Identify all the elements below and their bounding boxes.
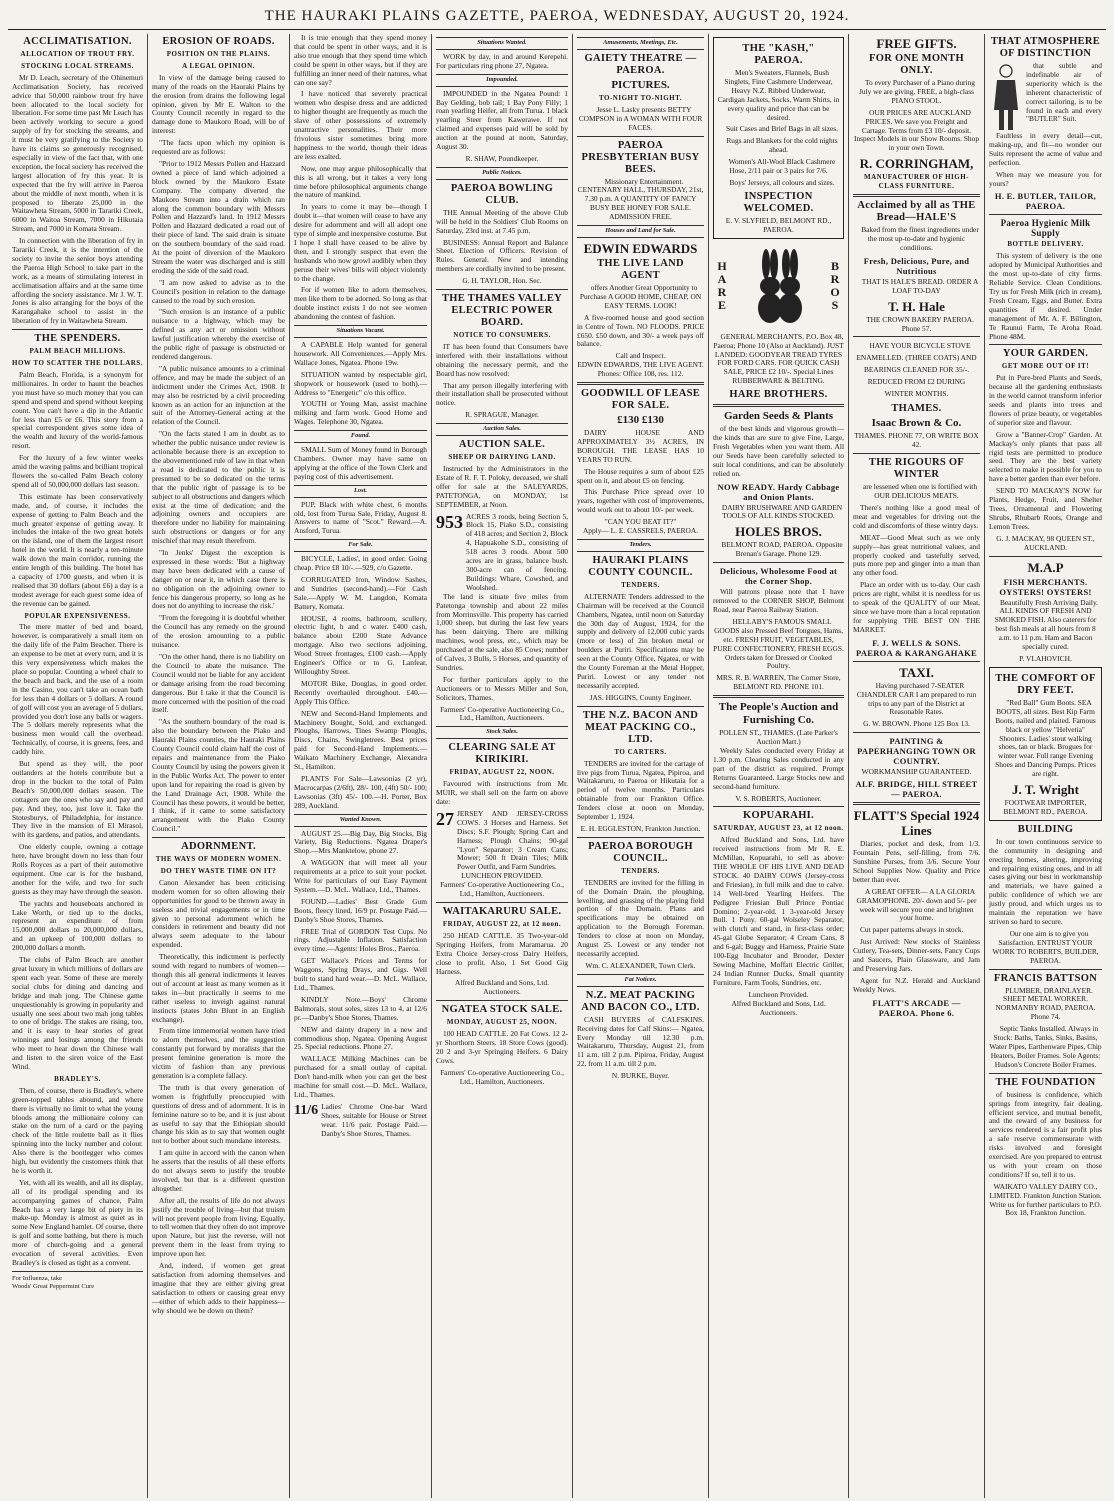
headline: BUILDING	[1017, 823, 1074, 835]
signature: G. J. MACKAY, 98 QUEEN ST., AUCKLAND.	[996, 533, 1095, 552]
section-label: Lost.	[294, 485, 427, 498]
acreage-number: 953	[436, 511, 463, 532]
paragraph: "The facts upon which my opinion is requested are as follows:	[152, 138, 285, 157]
notice: Missionary Entertainment. CENTENARY HALL, THURSDAY, 21st, 7.30 p.m. A QUANTITY OF FANCY BUSY BEE HONEY FOR SALE. ADMISSION FREE.	[577, 176, 704, 222]
paragraph: After all, the results of life do not always justify the trouble of living—but that truism will not prevent people from living. Equally, to tell women that they often do not improve upon Nature, but just the reverse, will not prevent them in the least from trying to improve upon her.	[152, 1195, 285, 1259]
headline: Garden Seeds & Plants	[723, 410, 834, 423]
signature: JAS. HIGGINS, County Engineer.	[589, 692, 692, 702]
classified-ad: KINDLY Note.—Boys' Chrome Balmorals, stout soles, sizes 13 to 4, at 12/6 pr.—Danby's Shoe Stores, Thames.	[294, 994, 427, 1022]
subhead: POPULAR EXPENSIVENESS.	[24, 611, 131, 620]
notice: BUSINESS: Annual Report and Balance Sheet. Election of Officers. Revision of Rules. General. New and intending members are cordially invited to be present.	[436, 237, 568, 274]
paragraph: "In Jenks' Digest the exception is expressed in these words: 'But a highway may have been dedicated with a cause of danger on or near it, in which case there is no obligation on the adjoining owner to fence his dangerous property, so long as he does not do anything to increase the risk.'	[152, 548, 285, 611]
classified-ad: IMPOUNDED in the Ngatea Pound: 1 Bay Gelding, bob tail; 1 Bay Pony Filly; 1 roan yearling Heifer, all from Turua. 1 black yearling Steer from Kawerawe. If not claimed and expenses paid will be sold by auction at the pound at noon, Saturday, August 30.	[436, 88, 568, 152]
divider	[577, 382, 704, 385]
subhead: NOW READY. Hardy Cabbage and Onion Plants.	[717, 481, 840, 502]
ad-text: Just Arrived: New stocks of Stainless Cutlery, Tea-sets, Dinner-sets, Fancy Cups and Saucers, Plain Glassware, and Jam and Preserving Jars.	[853, 937, 980, 973]
signature: FOOTWEAR IMPORTER, BELMONT RD., PAEROA.	[1003, 798, 1088, 816]
headline: GOODWILL OF LEASE FOR SALE.	[580, 388, 701, 412]
subhead: FRIDAY, AUGUST 22, NOON.	[449, 768, 555, 777]
notice: CASH BUYERS of CALFSKINS. Receiving dates for Calf Skins:— Ngatea, Every Monday till 12.30 p.m. Waitakaruru, Thursday, August 21, from 11 a.m. till 2 p.m. Pipiroa, Friday, August 22, from 11 a.m. till 2 p.m.	[577, 1014, 704, 1069]
paragraph: Palm Beach, Florida, is a synonym for millionaires. In order to haunt the beaches you must have so much money that you can spend and spend and spend without keeping count. You can't have a dip in the Atlantic for less than £5 or £6. This story from a special correspondent gives some idea of the wealth and luxury of the world-famous resort.	[12, 370, 143, 451]
subhead: HOW TO SCATTER THE DOLLARS.	[12, 359, 143, 368]
paragraph: One elderly couple, owning a cottage here, have brought down no less than four Rolls Royces as a part of their automotive equipment. One car is for the husband, another for the wife, and two for such guests as they may have through the season.	[12, 842, 143, 896]
notice: ACRES 3 roods, being Section 5, Block 15, Piako S.D., consisting of 418 acres; and Section 2, Block 4, Hapuakohe S.D., consisting of 518 acres 3 roods. About 500 acres are in grass, balance bush. 300-acre can of fencing. Buildings: Whare, Cowshed, and Woolshed.	[466, 511, 568, 592]
signature: E. H. EGGLESTON, Frankton Junction.	[580, 823, 701, 833]
ad-text: Cut paper patterns always in stock.	[860, 925, 964, 935]
headline: KOPUARAHI.	[743, 810, 814, 822]
cow-count: 27	[436, 808, 454, 829]
signature: Farmers' Co-operative Auctioneering Co., Ltd., Hamilton, Auctioneers.	[440, 880, 564, 899]
section-label: Fat Notices.	[577, 974, 704, 987]
paragraph: "As the southern boundary of the road is also the boundary between the Piako and Hauraki Plains counties, the Hauraki Plains County Council could claim half the cost of repairs and maintenance from the Piako County Council by using the powers given it in the Public Works Act. The power to enter upon land for repairing the road is given by the Land Drainage Act, 1908. While the Council has these powers, it would be better, I think, if it came to some satisfactory arrangement with the Piako County Council."	[152, 717, 285, 834]
headline-adornment: ADORNMENT.	[181, 841, 256, 853]
divider	[713, 404, 844, 407]
ad-text: GENERAL MERCHANTS. P.O. Box 48, Paeroa; Phone 10 (Also at Auckland). JUST LANDED: GOODYEAR TREAD TYRES FOR FORD CARS. FOR QUICK CASH SALE, PRICE £2 10/-. Special Lines RUBBERWARE & BELTING.	[713, 331, 844, 386]
notice: This Purchase Price spread over 10 years, together with cost of improvements, would work out to about 10/- per week.	[577, 487, 704, 515]
paragraph: "On the other hand, there is no liability on the Council to abate the nuisance. The Council would not be liable for any accident or damage arising from the road becoming dangerous. But I take it that the Council is more concerned with the position of the road itself.	[152, 652, 285, 715]
classified-ad: FOUND.—Ladies' Best Grade Gum Boots, fleecy lined, 16/9 pr. Postage Paid.—Danby's Shoe Stores, Thames.	[294, 896, 427, 924]
signature: Wm. C. ALEXANDER, Town Clerk.	[585, 960, 696, 970]
footer-ad-line: For Influenza, take	[12, 1274, 62, 1282]
subhead: NOTICE TO CONSUMERS.	[453, 331, 551, 340]
classified-ad: BICYCLE, Ladies', in good order. Going cheap. Price £8 10/-.—929, c/o Gazette.	[294, 554, 427, 573]
subhead: THE WAYS OF MODERN WOMEN.	[155, 855, 282, 864]
headline: The People's Auction and Furnishing Co.	[718, 701, 839, 727]
divider	[989, 556, 1102, 557]
ad-text: HELLABY'S FAMOUS SMALL GOODS also Pressed Beef Tongues, Hams, etc. FRESH FRUIT, VEGETABLES, PURE CONFECTIONERY, FRESH EGGS. Orders taken for Dressed or Cooked Poultry.	[713, 616, 844, 671]
ad-text: that subtle and indefinable air of superiority which is the inherent characteristic of correct tailoring, is to be found in each and every "BUTLER" Suit.	[1026, 61, 1102, 124]
paragraph: The truth is that every generation of women is frightfully preoccupied with questions of dress and of adornment. It is in feminine nature so to be, and it is just about as useful to say that the Ethiopian should change his skin as to say that women ought not to bother about such mundane interests.	[152, 1082, 285, 1146]
ad-text: DAIRY BRUSHWARE AND GARDEN TOOLS OF ALL KINDS STOCKED.	[721, 502, 843, 521]
divider	[989, 214, 1102, 215]
subhead: TENDERS.	[621, 580, 660, 589]
signature: G. H. TAYLOR, Hon. Sec.	[462, 276, 542, 286]
signature: P. VLAHOVICH.	[1019, 653, 1072, 663]
classified-ad: YOUTH or Young Man, assist machine milking and farm work. Good Home and Wages. Telephone 30, Ngatea.	[294, 399, 427, 427]
paragraph: But spend as they will, the poor outlanders at the hotels contribute but a drop in the bucket to the total of Palm Beach's 50,000,000 dollars season. The cottagers are the ones who say and pay and pay. And they, too, just love it. Take the Stotesburys, of Philadelphia, for instance. They live in the mansion of El Mirasol, with its gardens, and patios, and attendants.	[12, 759, 143, 840]
signature: HARE BROTHERS.	[729, 389, 828, 401]
divider	[853, 661, 980, 662]
ad-text: Faultless in every detail—cut, making-up, and fit—no wonder our Suits represent the acme of value and perfection.	[989, 131, 1102, 167]
notice: "CAN YOU BEAT IT?"	[604, 517, 677, 527]
classified-ad: A CAPABLE Help wanted for general housework. All Conveniences.—Apply Mrs. Wallace Jones, Ngatea. Phone 19w.	[294, 340, 427, 367]
subhead: ALLOCATION OF TROUT FRY.	[20, 50, 135, 58]
signature: EDWIN EDWARDS, THE LIVE AGENT. Phones: Office 108, res. 112.	[577, 360, 704, 379]
headline: GAIETY THEATRE — PAEROA.	[584, 52, 697, 76]
ad-text: Weekly Sales conducted every Friday at 1.30 p.m. Clearing Sales conducted in any part of the district as required. Prompt Returns Guaranteed. Large Stocks new and second-hand furniture.	[713, 745, 844, 791]
paragraph: Now, one may argue philosophically that this is all wrong, but it takes a very long time before philosophical arguments change the nature of mankind.	[294, 163, 427, 200]
headline: HAURAKI PLAINS COUNTY COUNCIL.	[588, 554, 693, 578]
headline: Paeroa Hygienic Milk Supply	[1000, 218, 1091, 239]
subhead: FOR ONE MONTH ONLY.	[869, 53, 964, 76]
ad-text: "Red Ball" Gum Boots. SEA BOOTS, all sizes. Best Kip Farm Boots, nailed and plaited. Famous black or yellow "Helvetia" Shooters. Ladies' stout walking shoes, tan or black. Brogues for winter wear. Full range Evening Shoes and Dancing Pumps. Prices are right.	[995, 697, 1096, 779]
headline: WAITAKARURU SALE.	[442, 905, 562, 917]
classified-ad: WORK by day, in and around Kerepehi. For particulars ring phone 27, Ngatea.	[436, 51, 568, 70]
headline: AUCTION SALE.	[458, 439, 546, 451]
section-label: Tenders.	[577, 539, 704, 552]
notice: 250 HEAD CATTLE. 35 Two-year-old Springing Heifers, from Maramarua. 20 Extra Choice Jersey-cross Dairy Heifers, close to profit. Also, 1 Set Good Gig Harness.	[436, 930, 568, 976]
cows-block	[436, 810, 568, 872]
notice: The land is situate five miles from Patetonga township and about 22 miles from Morrinsville. This property has carried 1,000 sheep, but during the last few years has been dairying. There are milking machines, wool press, etc., which may be purchased at the sale, also 85 Cows; number of Calves, 3 Bulls, 5 Horses, and quantity of Sundries.	[436, 591, 568, 672]
headline-spenders: THE SPENDERS.	[34, 333, 121, 345]
ad-text: HAVE YOUR BICYCLE STOVE ENAMELLED. (THREE COATS) AND BEARINGS CLEANED FOR 35/-. REDUCED FROM £2 DURING WINTER MONTHS.	[856, 341, 977, 399]
classified-ad: SITUATION wanted by respectable girl, shopwork or housework (used to both).—Address to "Energetic" c/o this office.	[294, 369, 427, 397]
signature: MRS. R. B. WARREN, The Corner Store, BELMONT RD. PHONE 101.	[716, 673, 841, 692]
ad-text: of the best kinds and vigorous growth—the kinds that are sure to give Fine, Large, Fresh Vegetables when you want them. All our Seeds have been carefully selected to suit local conditions, and can be absolutely relied on.	[713, 424, 844, 478]
column-5	[573, 34, 709, 1498]
ad-text: WORKMANSHIP GUARANTEED.	[861, 767, 972, 777]
notice: IT has been found that Consumers have interfered with their installations without obtaining the necessary permit, and the Board has now resolved:	[436, 341, 568, 378]
section-label: Wanted Known.	[294, 814, 427, 827]
ad-text: To every Purchaser of a Piano during July we are giving, FREE, a high-class PIANO STOOL.	[859, 78, 975, 105]
notice: Luncheon Provided.	[748, 989, 809, 999]
headline: PAINTING & PAPERHANGING TOWN OR COUNTRY.	[857, 736, 976, 767]
headline: M.A.P	[1027, 559, 1064, 575]
tailor-ad	[989, 62, 1102, 132]
hares-illustration	[744, 246, 814, 326]
classified-ad: FREE Trial of GORDON Test Cups. No rings. Adjustable Inflation. Satisfaction every time.—Agents: Holes Bros., Paeroa.	[294, 926, 427, 954]
ad-text: A GREAT OFFER— A LA GLORIA GRAMOPHONE. 20/- down and 5/- per week will secure you one and brighten your home.	[856, 886, 977, 923]
subhead: FRIDAY, AUGUST 22, at 12 noon.	[442, 919, 562, 928]
ad-text: Agent for N.Z. Herald and Auckland Weekly News.	[853, 975, 980, 994]
section-label: Houses and Land for Sale.	[577, 225, 704, 238]
ad-text: Place an order with us to-day. Our cash prices are right, whilst it is needless for us to speak of the QUALITY of our Meat, since we have more than a local reputation for supplying THE BEST ON THE MARKET.	[853, 580, 980, 634]
headline: THAT ATMOSPHERE OF DISTINCTION	[990, 36, 1101, 59]
column-2	[148, 34, 290, 1498]
notice: DAIRY HOUSE AND APPROXIMATELY 3½ ACRES, IN BOROUGH. THE LEASE HAS 10 YEARS TO RUN.	[577, 428, 704, 464]
ad-text: of business is confidence, which springs from integrity, fair dealing, efficient service, and mutual benefit, and the reward of any business for services rendered is a fair profit plus a safe reserve commensurate with risks involved and foresight exercised. Are you prepared to entrust us with your cream on those conditions? If so, tell it to us.	[989, 1089, 1102, 1179]
subhead: TO-NIGHT TO-NIGHT.	[598, 93, 683, 102]
paragraph: Yet, with all its wealth, and all its display, all of its prodigal spending and its accompanying games of chance, Palm Beach has a very large bit of piety in its make-up. Monday is almost as quiet as in some New England hamlet. Of course, there is golf and some bathing, but there is much more of church-going and a general evocation of several activities. Even Bradley's is closed as tight as a convent.	[12, 1177, 143, 1267]
signature: E. V. SLYFIELD, BELMONT RD., PAEROA.	[725, 215, 832, 234]
headline: Isaac Brown & Co.	[871, 417, 962, 430]
paragraph: And, indeed, if women get great satisfaction from adorning themselves and imagine that they are either giving great satisfaction to others or causing great envy—either of which adds to their happiness—why should we be down on them?	[152, 1261, 285, 1315]
section-label: Public Notices.	[436, 167, 568, 180]
subhead: MONDAY, AUGUST 25, NOON.	[446, 1018, 558, 1027]
notice: Instructed by the Administrators in the Estate of R. F. T. Poloky, deceased, we shall offer for sale at the SALEYARDS, PATETONGA, on MONDAY, 1st SEPTEMBER, at Noon.	[436, 464, 568, 509]
signature: Alfred Buckland and Sons, Ltd. Auctioneers.	[454, 978, 549, 997]
paragraph: "On the facts stated I am in doubt as to whether the public nuisance under review is actionable because there is an exception to the abovementioned rule of law in that when a road is dedicated to the public it is presumed to be so dedicated on the terms that the public right of passage is to be subject to all obstructions and dangers which exist at the time of dedication; and the adjoining owners and occupiers are therefore under no liability for maintaining such obstructions or dangers or for any mischief that may result therefrom.	[152, 429, 286, 546]
classified-ad: WALLACE Milking Machines can be purchased for a small outlay of capital. Don't hand-milk when you can get the best machine for small cost.—D. McL. Wallace, Ltd., Thames.	[294, 1054, 427, 1099]
ad-text: There's nothing like a good meal of meat and vegetables for driving out the cold and discomforts of these wintry days.	[853, 503, 980, 530]
column-6	[709, 34, 849, 1498]
paragraph: The yachts and houseboats anchored in Lake Worth, or tied up to the docks, represent an expenditure of from 15,000,000 dollars to 20,000,000 dollars, and an upkeep of 100,000 dollars to 200,000 dollars a month.	[12, 898, 143, 953]
section-label: Found.	[294, 430, 427, 443]
columns	[8, 34, 1106, 1498]
paragraph: "I am now asked to advise as to the Council's position in relation to the damage caused to the road by such erosion.	[152, 277, 285, 305]
classified-ad: AUGUST 25.—Big Day, Big Stocks, Big Variety, Big Reductions. Ngatea Draper's Shop.—Mrs Manktelow, phone 27.	[294, 828, 427, 856]
price-large: 11/6	[294, 1102, 319, 1118]
paragraph: Then, of course, there is Bradley's, where green-topped tables abound, and where there is virtually no limit to what the young bloods among the millionaire colony can stake on the turn of a card or the paying check of the little roulette ball as it flies spinning into the lucky number and colour. Also there is the bootlegger who comes high, but evidently the customers think that he is worth it.	[12, 1085, 143, 1175]
subhead: A LEGAL OPINION.	[182, 61, 255, 70]
ad-text: Put in Pure-bred Plants and Seeds, because all the gardening enthusiasts in the world cannot transform inferior seeds and plants into trees and flowers of prize beauty, or vegetables of superior size and flavour.	[989, 373, 1102, 427]
notice: Call and Inspect.	[615, 351, 666, 361]
subhead: SATURDAY, AUGUST 23, at 12 noon.	[713, 824, 844, 833]
headline: THE COMFORT OF DRY FEET.	[995, 672, 1096, 696]
headline: NGATEA STOCK SALE.	[441, 1004, 563, 1016]
headline: YOUR GARDEN.	[1002, 348, 1089, 360]
section-label: Situations Wanted.	[436, 37, 568, 50]
signature: V. S. ROBERTS, Auctioneer.	[735, 793, 822, 803]
shoe-ad	[294, 1103, 427, 1139]
column-7	[849, 34, 985, 1498]
notice: Jesse L. Lasky presents BETTY COMPSON in A WOMAN WITH FOUR FACES.	[578, 104, 703, 132]
signature: F. J. WELLS & SONS. PAEROA & KARANGAHAKE	[855, 637, 978, 658]
paragraph: In years to come it may be—though I doubt it—that women will cease to have any desire for adornment and will all adopt one type of simple and inexpensive costume. But I hope I shall have ceased to be alive by then, and I strongly suspect that even the husbands who now growl audibly when they peruse their wives' bills will object violently to the change.	[294, 202, 427, 283]
paragraph: For the luxury of a few winter weeks amid the waving palms and brilliant tropical flowers the so-called Palm Beach colony spend all of 50,000,000 dollars last season.	[12, 453, 143, 489]
paragraph: I have noticed that severely practical women who despise dress and are addicted to higher thought are frequently as much the slave of other possessions of extremely unattractive personalities. Their more frivolous sister sometimes bring more happiness to the world, though their ideas are less exalted.	[294, 89, 427, 161]
signature: N. BURKE, Buyer.	[611, 1071, 670, 1081]
classified-ad: HOUSE, 4 rooms, bathroom, scullery, electric light, h and c water. £400 cash, balance about £200 State Advance mortgage. Also two sections adjoining, Wood Street frontages, £100 cash.—Apply Engineer's Office or to G. Lanfear, Willoughby Street.	[294, 613, 427, 676]
notice: THE Annual Meeting of the above Club will be held in the Soldiers' Club Rooms on Saturday, 23rd inst. at 7.45 p.m.	[436, 207, 568, 235]
headline-erosion: EROSION OF ROADS.	[162, 36, 275, 47]
divider	[853, 732, 980, 733]
hare-bros-banner	[713, 242, 844, 330]
headline: THE THAMES VALLEY ELECTRIC POWER BOARD.	[441, 293, 563, 329]
paragraph: "From the foregoing it is doubtful whether the Council has any remedy on the ground of the erosion amounting to a public nuisance.	[152, 613, 285, 650]
divider	[853, 194, 980, 197]
ad-text: THE CROWN BAKERY PAEROA. Phone 57.	[866, 314, 974, 333]
classified-ad: CORRUGATED Iron, Window Sashes, and Sundries (second-hand).—For Cash Sale.—Apply W. M. Langdon, Komata Battery, Komata.	[294, 574, 427, 611]
notice: TENDERS are invited for the filling in of the Domain Drain, the ploughing, levelling, and grassing of the playing field portion of the Domain. Plans and specifications may be obtained on application to the Borough Foreman. Tenders to close at noon on Monday, August 25. Lowest or any tender not necessarily accepted.	[577, 877, 704, 958]
dry-feet-ad	[989, 667, 1102, 821]
gentleman-figure-illustration	[989, 62, 1023, 132]
paragraph: This estimate has been conservatively made, and, of course, it includes the expense of getting to Palm Beach and the much greater expense of getting away. It includes the intake of the two great hotels on the island, one of them the largest resort hotel in the world. It is nearly a ten-minute walk down the main corridor, running the entire length of this building. The hotel has a capacity of 1700 guests, and when it is realised that 30 dollars (about £6) a day is a modest average for each guest some idea of the revenue can be gained.	[12, 491, 143, 608]
ad-text: Having purchased 7-SEATER CHANDLER CAR I am prepared to run trips to any part of the District at Reasonable Rates.	[856, 680, 977, 717]
classified-ad: SMALL Sum of Money found in Borough Chambers. Owner may have same on applying at the office of the Town Clerk and paying cost of this advertisement.	[294, 445, 427, 481]
ad-text: Diaries, pocket and desk, from 1/3. Fountain Pens, self-filling, from 7/6. Sunshine Purses, from 3/6. Secure Your School Supplies Now. Quality and Price better than ever.	[853, 839, 980, 884]
subhead: STOCKING LOCAL STREAMS.	[21, 61, 134, 70]
ad-text: MEAT—Good Meat such as we only supply—has great nutritional values, and properly cooked and tastefully served, puts more pep and ginger into a man than any other food.	[853, 532, 980, 578]
headline: R. CORRINGHAM,	[859, 156, 974, 172]
subhead: DO THEY WASTE TIME ON IT?	[160, 867, 277, 876]
letters-hare: H A R E	[717, 258, 727, 312]
subhead: TENDERS.	[621, 866, 660, 875]
headline: PAEROA BOROUGH COUNCIL.	[588, 840, 693, 864]
classified-ad: NEW and dainty drapery in a new and commodious shop, Ngatea. Opening August 25. Special reductions. Phone 27.	[294, 1024, 427, 1052]
divider	[436, 902, 568, 903]
headline: FRANCIS BATTSON	[993, 972, 1098, 984]
ad-text: BELMONT ROAD, PAEROA. Opposite Brenan's Garage. Phone 129.	[721, 540, 843, 559]
paragraph: "Prior to 1912 Messrs Pollen and Hazzard owned a piece of land which adjoined a block owned by the Maukoro Estate Company. The company diverted the Maukoro Stream into a drain which ran along the common boundary with Messrs Pollen and Hazzard's land. In 1912 Messrs Pollen and Hazzard dedicated a road out of their piece of land. The said drain is situate on the southern boundary of the said road. At the point of diversion of the Maukoro Stream the water was discharged and is still eroding the side of the said road.	[152, 158, 285, 275]
ad-text: Men's Sweaters, Flannels, Bush Singlets, Fine Cashmere Underwear, Heavy N.Z. Ribbed Underwear, Cardigan Jackets, Socks, Warm Shirts, in every quality and price that can be desired.	[717, 68, 840, 122]
paragraph: Mr D. Leach, secretary of the Ohinemuri Acclimatisation Society, has received advice that 50,000 rainbow trout fry have been allocated to the local society for liberation. For some time past Mr Leach has been actively working to secure a good supply of fry for stocking the streams, and it must be very gratifying to the Society to have its claims so generously recognised, especially in view of the fact that, with one exception, the local society has received the largest allocation of fry this year. It is expected that the fry will arrive in Paeroa about the middle of next month, when it is proposed to liberate 25,000 in the Waitawheta Stream, 5000 in Tarariki Creek, 6000 in Waitoa Stream, 7000 in Hikutaia Stream, and 7000 in Komata Stream.	[12, 72, 143, 234]
notice: JERSEY AND JERSEY-CROSS COWS. 3 Horses and Harness. Set Discs; S.F. Plough; Spring Cart and Harness; Plough Chains; 90-gal "Lyon" Separator; 3 Cream Cans; Mower; 500 ft Drain Tiles; Milk Power Outfit, and Farm Sundries.	[457, 808, 568, 872]
paragraph: I am quite in accord with the canon when he asserts that the results of all these efforts do not always seem to justify the trouble involved, but that is a different question altogether.	[152, 1148, 285, 1193]
divider	[713, 806, 844, 807]
paragraph: It is true enough that they spend money that could be spent in other ways, and it is also true enough that they spend time which could be spent in other ways, but if they are fulfilling an inner need of their natures, what can one say?	[294, 34, 427, 87]
headline: THE N.Z. BACON AND MEAT PACKING CO., LTD.	[582, 709, 699, 745]
ad-text: Beautifully Fresh Arriving Daily. ALL KINDS OF FRESH AND SMOKED FISH. Also caterers for best fish meals at all hours from 8 a.m. to 11 p.m. Ham and Bacon specially cured.	[994, 597, 1099, 652]
classified-ad: PLANTS For Sale—Lawsonias (2 yr), Macrocarpas (2/6ft), 28/- 100, (4ft) 50/- 100; Lawsonias (3ft) 45/- 100.—H. Porter, Box 289, Auckland.	[294, 773, 427, 810]
signature: Alfred Buckland and Sons, Ltd. Auctioneers.	[731, 998, 826, 1017]
divider	[577, 837, 704, 838]
subhead: BOTTLE DELIVERY.	[1007, 240, 1084, 249]
divider	[12, 1271, 143, 1272]
paragraph: In connection with the liberation of fry in Tarariki Creek, it is the intention of the society to invite the senior boys attending the Paeroa High School to take part in the work, as a means of stimulating interest in acclimatisation affairs and at the same time affording the society assistance. Mr J. W. T. Jones is also arranging for the boys of the Karangahake school to assist in the liberation of fry in Waitawheta Stream.	[12, 236, 143, 326]
ad-text: POLLEN ST., THAMES. (Late Parker's Auction Mart.)	[719, 728, 838, 747]
section-label: Amusements, Meetings, Etc.	[577, 37, 704, 50]
divider	[989, 1073, 1102, 1074]
ad-text: Our one aim is to give you Satisfaction. ENTRUST YOUR WORK TO ROBERTS, BUILDER, PAEROA.	[992, 928, 1099, 965]
signature: R. SPRAGUE, Manager.	[465, 410, 539, 420]
paragraph: "A public nuisance amounts to a criminal offence, and may be made the subject of an indictment under the Crimes Act, 1908. It may also be restricted by a civil proceeding known as an action for an injunction at the suit of the Attorney-General acting at the relation of the Council.	[152, 363, 285, 427]
section-label: Stock Sales.	[436, 726, 568, 739]
section-label: Auction Sales.	[436, 423, 568, 436]
paragraph: The mere matter of bed and board, however, is comparatively a small item on the daily life of the Palm Beacher. There is an expense to be met at every turn, and it is this very expensiveness which makes the place so popular. Counting a wheel chair to the beach and back, and the use of a room in the Casino, you can't take an ocean bath for less than 4 dollars or 5 dollars. A round of golf will cost you an average of 5 dollars, provided you don't lose any balls or wagers. The 5 dollars merely represents what the business men would call the overhead. Technically, of course, it is greens, fees, and caddy hire.	[12, 622, 143, 757]
subhead: TO CARTERS.	[614, 747, 667, 756]
subhead: SHEEP OR DAIRYING LAND.	[448, 453, 556, 462]
headline: PICTURES.	[611, 78, 670, 91]
paragraph: For if women like to adorn themselves, men like them to be adorned. So long as that double instinct exists I do not see women abandoning the contest of fashion.	[294, 285, 427, 322]
ad-text: Grow a "Banner-Crop" Garden. At Mackay's only plants that pass all rigid tests are permitted to produce seed. They are the best variety selected to make it possible for you to have a better garden than ever before.	[989, 429, 1102, 484]
subhead: BRADLEY'S.	[54, 1074, 101, 1083]
ad-text: THAMES. PHONE 77, OR WRITE BOX 42.	[854, 431, 979, 450]
classified-ad: MOTOR Bike, Douglas, in good order. Recently overhauled throughout. £40.—Apply This Office.	[294, 678, 427, 706]
headline: THE RIGOURS OF WINTER	[868, 457, 965, 481]
ad-text: THAT IS HALE'S BREAD. ORDER A LOAF TO-DAY	[861, 276, 979, 295]
ad-text: Septic Tanks Installed. Always in Stock: Baths, Tanks, Sinks, Basins, Water Pipes, Earthenware Pipes, Chip Heaters, Boiler Frames. Sole Agents: Hudson's Concrete Boiler Frames.	[989, 1024, 1102, 1069]
masthead: THE HAURAKI PLAINS GAZETTE, PAEROA, WEDNESDAY, AUGUST 20, 1924.	[8, 6, 1106, 30]
section-label: Situations Vacant.	[294, 325, 427, 338]
classified-ad: NEW and Second-Hand Implements and Machinery Bought, Sold, and exchanged. Ploughs, Harrows, Tines Swamp Ploughs, Discs, Chains, Swingletrees. Best prices paid for Second-Hand Implements.—Waikato Machinery Exchange, Alexandra St., Hamilton.	[294, 708, 427, 772]
notice: The House requires a sum of about £25 spent on it, and about £5 on fencing.	[577, 466, 704, 485]
paragraph: The clubs of Palm Beach are another great luxury in which millions of dollars are spent each year. Some of these are merely social clubs for dining and dancing and bridge and mah jong. The Chinese game unquestionably is growing in popularity and usually one sees about two mah jong tables to one of bridge. The stakes are rising, too, and it is easy to hear stories of great winnings and losings among the friends who meet to hear down the Chinese wall and listen to the siren voice of the East Wind.	[12, 955, 143, 1071]
subhead: POSITION ON THE PLAINS.	[166, 50, 271, 58]
subhead: PALM BEACH MILLIONS.	[29, 347, 126, 356]
headline: Delicious, Wholesome Food at the Corner Shop.	[719, 566, 838, 587]
divider	[713, 562, 844, 563]
ad-text: INSPECTION WELCOMED.	[743, 190, 814, 214]
ad-text: In our town continuous service to the community in designing and erecting homes, altering, improving and repairing existing ones, and in all cases giving our best in workmanship and materials, we have gained a public confidence of which we are justly proud, and which urges us to maintain the reputation we have striven so hard to secure.	[989, 836, 1102, 926]
section-label: Impounded.	[436, 74, 568, 87]
ad-text: Baked from the finest ingredients under the most up-to-date and hygienic conditions.	[861, 225, 979, 252]
column-8	[985, 34, 1106, 1498]
classified-ad: A WAGGON that will meet all your requirements at a price to suit your pocket. Write for particulars of our Easy Payment System.—D. McL. Wallace, Ltd., Thames.	[294, 858, 427, 894]
column-4	[432, 34, 573, 1498]
headline: FLATT'S Special 1924 Lines	[853, 808, 980, 839]
notice: TENDERS are invited for the cartage of live pigs from Turua, Ngatea, Pipiroa, and Waitakaruru, to Paeroa or Hikutaia for a period of twelve months. Particulars obtainable from our Frankton Office. Tenders close at noon on Monday, September 1, 1924.	[577, 758, 704, 822]
divider	[713, 695, 844, 698]
headline: TAXI.	[899, 664, 934, 680]
headline: CLEARING SALE AT KIRIKIRI.	[448, 742, 556, 766]
classified-ad: PUP, Black with white chest, 6 months old, lost from Turua Sale, Friday, August 8. Answers to name of "Scot." Reward.—A. Ansford, Turua.	[294, 499, 427, 536]
signature: FLATT'S ARCADE — PAEROA. Phone 6.	[872, 997, 961, 1018]
notice: A five-roomed house and good section in Centre of Town. NO FLOODS. PRICE £650. £50 down, and 30/- a week pays off balance.	[577, 312, 704, 349]
ad-text: Women's All-Wool Black Cashmere Hose, 2/11 pair or 3 pairs for 7/6.	[728, 157, 836, 176]
divider	[853, 336, 980, 337]
divider	[853, 453, 980, 454]
headline-acclimatisation: ACCLIMATISATION.	[23, 36, 132, 47]
divider	[12, 329, 143, 330]
headline: PAEROA PRESBYTERIAN BUSY BEES.	[581, 139, 700, 175]
price: £130 £130	[617, 414, 664, 427]
ad-text: Rugs and Blankets for the cold nights ahead.	[726, 136, 838, 155]
ad-text: Suit Cases and Brief Bags in all sizes.	[725, 124, 839, 134]
signature: R. SHAW, Poundkeeper.	[465, 153, 539, 163]
kash-ad	[713, 37, 844, 239]
divider	[152, 837, 285, 838]
headline: PAEROA BOWLING CLUB.	[450, 182, 554, 206]
paragraph: "Such erosion is an instance of a public nuisance to a highway, which may be defined as any act or omission without lawful justification whereby the exercise of the public right of passage is obstructed or rendered dangerous.	[152, 307, 285, 361]
headline: EDWIN EDWARDS	[583, 240, 698, 256]
notice: That any person illegally interfering with their installation shall be prosecuted without notice.	[436, 380, 568, 408]
notice: For further particulars apply to the Auctioneers or to Messrs Miller and Son, Solicitors, Thames.	[436, 674, 568, 702]
signature: G. W. BROWN. Phone 125 Box 13.	[863, 719, 970, 729]
ad-text: Will patrons please note that I have removed to the CORNER SHOP, Belmont Road, near Paeroa Railway Station.	[713, 587, 844, 614]
ad-text: When may we measure you for yours?	[989, 169, 1102, 188]
subhead: MANUFACTURER OF HIGH-CLASS FURNITURE.	[864, 173, 969, 191]
paragraph: In view of the damage being caused to many of the roads on the Hauraki Plains by the erosion from drains the following legal opinion, given by Mr E. Walton to the County Council recently in regard to the damage done to Maukoro Road, will be of interest:	[152, 72, 285, 136]
subhead: FISH MERCHANTS. OYSTERS! OYSTERS!	[999, 576, 1092, 597]
classified-ad: GET Wallace's Prices and Terms for Waggons, Spring Drays, and Gigs. Well built to stand hard wear.—D. McL. Wallace, Ltd., Thames.	[294, 956, 427, 992]
headline: FREE GIFTS.	[876, 36, 957, 51]
column-1	[8, 34, 148, 1498]
headline: HOLES BROS.	[735, 524, 822, 540]
signature: Apply— L. E. CASSRELS, PAEROA.	[582, 526, 699, 536]
divider	[989, 969, 1102, 970]
divider	[577, 706, 704, 707]
divider	[436, 289, 568, 290]
divider	[436, 1000, 568, 1001]
headline: J. T. Wright	[1012, 782, 1079, 798]
ad-text: OUR PRICES ARE AUCKLAND PRICES. We save you Freight and Cartage. Terms from £3 10/- deposit. Inspect Models in our Show Rooms. Shop in your own Town.	[853, 107, 980, 153]
headline: T. H. Hale	[888, 298, 945, 314]
divider	[853, 802, 980, 805]
letters-bros: B R O S	[830, 258, 840, 312]
ad-text: Alfred Buckland and Sons, Ltd. have received instructions from Mr R. E. McMillan, Kopuarahi, to sell as above: THE WHOLE OF HIS LIVE AND DEAD STOCK. 40 DAIRY COWS (Jersey-cross and Friesian), in full milk and due to calve. 14 Well-bred Yearling Heifers. The Pedigree Friesian Bull Prince Pontiac Domino; 2-year-old. 1 3-year-old Jersey Bull. 1 Pony. 60-gal Wolseley Separator, with clutch and stand, in first-class order; 45-gal Globe Separator; 4 Cream Cans, 8 and 6-gal; Buggy and Harness, Prairie State 100-Egg Incubator and Brooder, Dexter Sewing Machine, Moffatt Electric Griller, 24 Indian Runner Ducks, Small quantity Furniture, Farm Tools, Sundries, etc.	[713, 835, 844, 987]
signature: Farmers' Co-operative Auctioneering Co., Ltd., Hamilton, Auctioneers.	[440, 1067, 564, 1086]
signature: H. E. BUTLER, TAILOR, PAEROA.	[994, 191, 1097, 212]
headline: THE LIVE LAND AGENT	[597, 257, 684, 281]
headline: Acclaimed by all as THE Bread—HALE'S	[857, 200, 976, 224]
column-3	[290, 34, 432, 1498]
ad-text: are lessened when one is fortified with OUR DELICIOUS MEATS.	[862, 482, 978, 501]
section-label: For Sale.	[294, 539, 427, 552]
ad-text: Boys' Jerseys, all colours and sizes.	[729, 177, 835, 187]
notice: offers Another Great Opportunity to Purchase A GOOD HOME, CHEAP, ON EASY TERMS. LOOK!	[579, 282, 702, 310]
signature: Farmers' Co-operative Auctioneering Co., Ltd., Hamilton, Auctioneers.	[440, 704, 564, 723]
signature: ALF. BRIDGE, HILL STREET — PAEROA.	[855, 779, 978, 800]
ad-text: PLUMBER, DRAINLAYER. SHEET METAL WORKER. NORMANBY ROAD, PAEROA. Phone 74.	[995, 985, 1096, 1022]
headline: THE "KASH," PAEROA.	[742, 43, 815, 66]
headline: THE FOUNDATION	[995, 1076, 1096, 1088]
notice: LUNCHEON PROVIDED.	[461, 871, 543, 881]
headline: N.Z. MEAT PACKING AND BACON CO., LTD.	[581, 989, 700, 1013]
subhead: THAMES.	[891, 403, 942, 415]
classified-ad: Ladies' Chrome One-bar Ward Shoes, suitable for House or Street wear. 11/6 pair. Postage Paid.—Danby's Shoe Stores, Thames.	[321, 1101, 427, 1138]
ad-text: SEND TO MACKAY'S NOW for Plants, Hedge, Fruit, and Shelter Trees, Ornamental and Flowering Shrubs, Rhubarb Roots, Orange and Lemon Trees.	[989, 486, 1102, 531]
signature: WAIKATO VALLEY DAIRY CO., LIMITED. Frankton Junction Station. Write us for further particulars to P.O. Box 18, Frankton Junction.	[989, 1181, 1102, 1218]
acreage-block	[436, 513, 568, 593]
footer-ad-line: Woods' Great Peppermint Cure	[12, 1282, 95, 1290]
subhead: Fresh, Delicious, Pure, and Nutritious	[863, 255, 970, 276]
paragraph: Canon Alexander has been criticising modern women for so often allowing their opportunities for good to be thrown away in useless and trivial engagements or in time given to personal adornment which he considers in retirement and beauty did not always seem adequate to the labour expended.	[152, 877, 285, 950]
divider	[989, 344, 1102, 345]
subhead: GET MORE OUT OF IT!	[1001, 362, 1090, 371]
notice: ALTERNATE Tenders addressed to the Chairman will be received at the Council Chambers, Ngatea, until noon on Saturday the 30th day of August, 1924, for the supply and delivery of 12,000 cubic yards (more or less) of 2in broken metal or boulders at Puriri. Specifications may be seen at the County Office, Ngatea, or with the County Foreman at the Metal Hopper, Puriri. Lowest or any tender not necessarily accepted.	[577, 591, 704, 690]
notice: Favoured with instructions from Mr. MUIR, we shall sell on the farm on above date:	[436, 779, 568, 806]
notice: 100 HEAD CATTLE. 20 Fat Cows. 12 2-yr Shorthorn Steers. 18 Store Cows (good). 20 2 and 3-yr Springing Heifers. 6 Dairy Cows.	[436, 1029, 568, 1065]
paragraph: Theoretically, this indictment is perfectly sound with regard to numbers of women—though this all general indictments it leaves out of account at least as many women as it takes in—but practically it seems to me rather useless to inveigh against natural instincts (states John Blunt in an English exchange).	[152, 952, 285, 1024]
paragraph: From time immemorial women have tried to adorn themselves, and the suggestion constantly put forward by moralists that the present feminine generation is more the victim of fashion than any previous generation is a complete fallacy.	[152, 1026, 285, 1080]
divider	[577, 136, 704, 137]
ad-text: This system of delivery is the one adopted by Municipal Authorities and the most up-to-date of city firms. Reliable Service. Clean Conditions. Try us for Fresh Milk (rich in cream), Fresh Cream, Eggs, and Butter. Extra quantities if desired. Under management of Mr. A. F. Billington, Te Raunui Farm, Te Aroha Road. Phone 48M.	[989, 251, 1102, 341]
